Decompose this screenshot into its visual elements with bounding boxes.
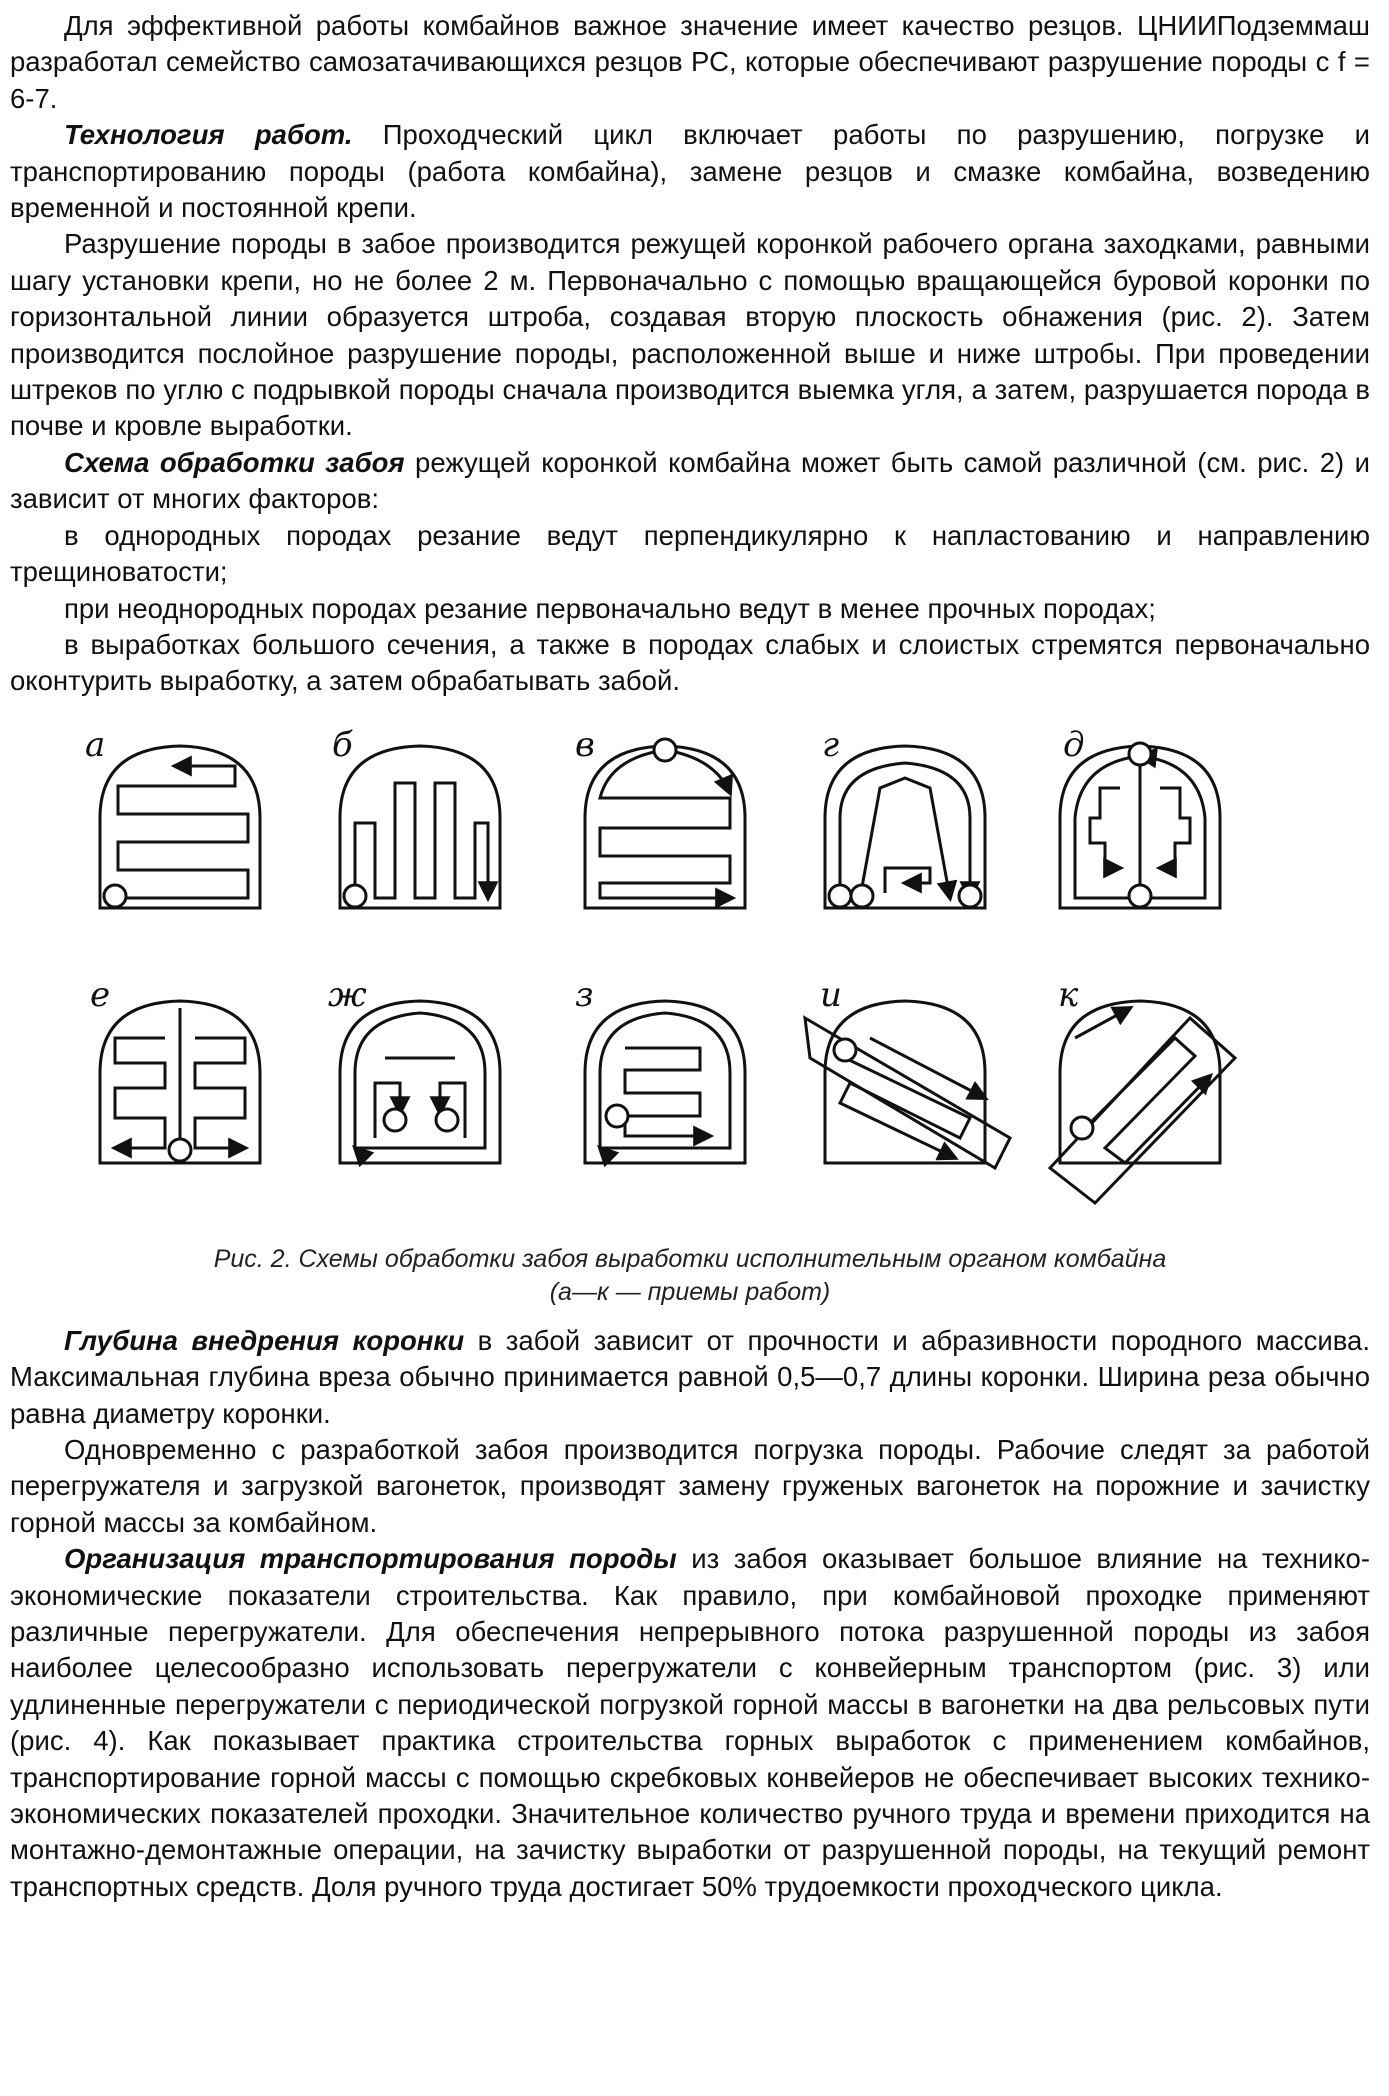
paragraph-lead-cut-depth: Глубина внедрения коронки [64, 1324, 465, 1356]
paragraph-lead-face-scheme: Схема обработки забоя [64, 446, 405, 478]
panel-letter-d: д [1063, 724, 1085, 765]
panel-letter-b: б [332, 724, 353, 765]
figure-caption-line2: (а—к — приемы работ) [549, 1277, 831, 1306]
scheme-panel-a [85, 725, 260, 908]
panel-letter-a: а [85, 724, 106, 765]
scheme-panel-e [90, 975, 260, 1163]
scheme-panel-d [1060, 725, 1220, 908]
figure-caption [10, 1243, 1370, 1309]
scheme-panel-b [332, 725, 500, 908]
paragraph-cutters: Для эффективной работы комбайнов важное значение имеет качество резцов. ЦНИИПодземмаш разработал семейство самозатачивающихся резцов РС, которые обеспечивают разрушение породы с f = 6-7. [10, 10, 1370, 114]
scheme-panel-k [1050, 975, 1235, 1203]
figure-schemes-svg [10, 708, 1370, 1243]
document-page [10, 8, 1370, 1905]
paragraph-homogeneous: в однородных породах резание ведут перпендикулярно к напластованию и направлению трещиноватости; [10, 519, 1370, 588]
paragraph-cut-depth-text: в забой зависит от прочности и абразивности породного массива. Максимальная глубина вреза обычно принимается равной 0,5—0,7 длины коронки. Ширина реза обычно равна диаметру коронки. [10, 1324, 1370, 1429]
scheme-panel-z [575, 975, 745, 1163]
scheme-panel-i [805, 975, 1010, 1168]
paragraph-lead-transport: Организация транспортирования породы [64, 1543, 677, 1575]
figure-face-schemes [10, 708, 1370, 1243]
paragraph-face-scheme-text: режущей коронкой комбайна может быть самой различной (см. рис. 2) и зависит от многих факторов: [10, 446, 1370, 515]
scheme-panel-v [575, 725, 745, 908]
panel-letter-zh: ж [328, 974, 367, 1015]
panel-letter-v: в [575, 724, 595, 765]
panel-letter-k: к [1058, 974, 1079, 1015]
paragraph-large-section: в выработках большого сечения, а также в породах слабых и слоистых стремятся первоначально оконтурить выработку, а затем обрабатывать забой. [10, 628, 1370, 697]
paragraph-rock-breaking: Разрушение породы в забое производится режущей коронкой рабочего органа заходками, равными шагу установки крепи, но не более 2 м. Первоначально с помощью вращающейся буровой коронки по горизонтальной линии образуется штроба, создавая вторую плоскость обнажения (рис. 2). Затем производится послойное разрушение породы, расположенной выше и ниже штробы. При проведении штреков по углю с подрывкой породы сначала производится выемка угля, а затем, разрушается порода в почве и кровле выработки. [10, 228, 1370, 442]
paragraph-transport [10, 1541, 1370, 1905]
paragraph-heterogeneous: при неоднородных породах резание первоначально ведут в менее прочных породах; [64, 592, 1156, 624]
scheme-panel-zh [328, 975, 500, 1163]
paragraph-technology-text: Проходческий цикл включает работы по разрушению, погрузке и транспортированию породы (работа комбайна), замене резцов и смазке комбайна, возведению временной и постоянной крепи. [10, 119, 1370, 224]
paragraph-technology [10, 117, 1370, 226]
panel-letter-e: е [90, 974, 111, 1015]
panel-letter-z: з [575, 974, 594, 1015]
paragraph-transport-text: из забоя оказывает большое влияние на технико-экономические показатели строительства. Как правило, при комбайновой проходке применяют различные перегружатели. Для обеспечения непрерывного потока разрушенной породы из забоя наиболее целесообразно использовать перегружатели с конвейерным транспортом (рис. 3) или удлиненные перегружатели с периодической погрузкой горной массы в вагонетки на два рельсовых пути (рис. 4). Как показывает практика строительства горных выработок с применением комбайнов, транспортирование горной массы с помощью скребковых конвейеров не обеспечивает высоких технико-экономических показателей проходки. Значительное количество ручного труда и времени приходится на монтажно-демонтажные операции, на зачистку выработки от разрушенной породы, на текущий ремонт транспортных средств. Доля ручного труда достигает 50% трудоемкости проходческого цикла. [10, 1543, 1370, 1902]
paragraph-face-scheme [10, 445, 1370, 518]
scheme-panel-g [822, 725, 985, 908]
paragraph-cut-depth [10, 1323, 1370, 1432]
panel-letter-g: г [822, 724, 840, 765]
panel-letter-i: и [820, 974, 842, 1015]
figure-caption-line1: Рис. 2. Схемы обработки забоя выработки исполнительным органом комбайна [213, 1244, 1167, 1273]
paragraph-loading: Одновременно с разработкой забоя производится погрузка породы. Рабочие следят за работой перегружателя и загрузкой вагонеток, производят замену груженых вагонеток на порожние и зачистку горной массы за комбайном. [10, 1433, 1370, 1538]
paragraph-lead-technology: Технология работ. [64, 119, 353, 151]
